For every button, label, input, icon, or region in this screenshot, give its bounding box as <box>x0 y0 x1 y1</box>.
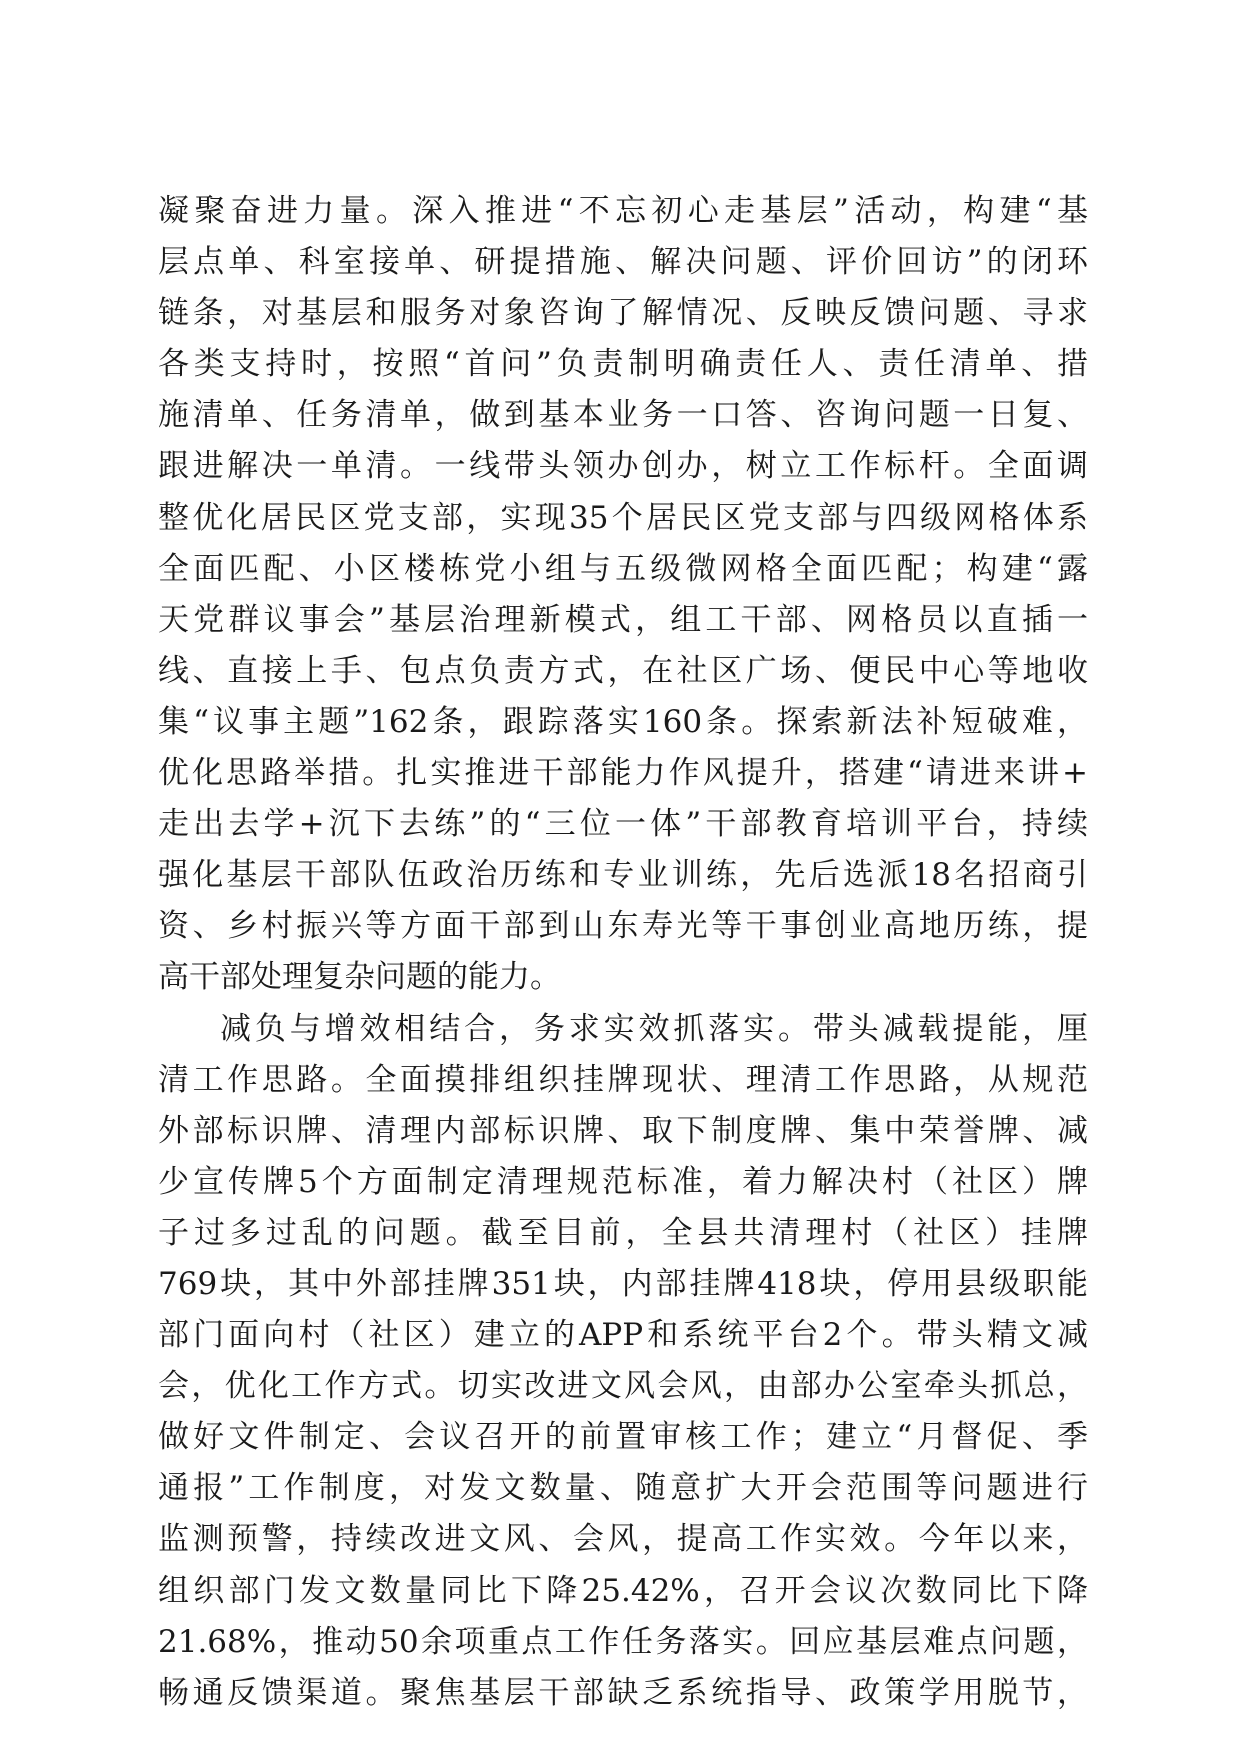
paragraph-end-line: 高干部处理复杂问题的能力。 <box>158 959 561 996</box>
text-line: 部门面向村（社区）建立的APP和系统平台2个。带头精文减 <box>158 1317 1088 1354</box>
text-line: 做好文件制定、会议召开的前置审核工作；建立“月督促、季 <box>158 1419 1088 1456</box>
text-line: 层点单、科室接单、研提措施、解决问题、评价回访”的闭环 <box>158 244 1088 281</box>
text-line: 21.68%，推动50余项重点工作任务落实。回应基层难点问题， <box>158 1623 1088 1660</box>
text-line: 集“议事主题”162条，跟踪落实160条。探索新法补短破难， <box>158 703 1088 740</box>
text-line: 全面匹配、小区楼栋党小组与五级微网格全面匹配；构建“露 <box>158 550 1088 587</box>
text-line: 畅通反馈渠道。聚焦基层干部缺乏系统指导、政策学用脱节， <box>158 1674 1088 1711</box>
text-line: 线、直接上手、包点负责方式，在社区广场、便民中心等地收 <box>158 652 1088 689</box>
text-line: 外部标识牌、清理内部标识牌、取下制度牌、集中荣誉牌、减 <box>158 1112 1088 1149</box>
text-line: 会，优化工作方式。切实改进文风会风，由部办公室牵头抓总， <box>158 1368 1088 1405</box>
text-line: 整优化居民区党支部，实现35个居民区党支部与四级网格体系 <box>158 499 1088 536</box>
text-line: 组织部门发文数量同比下降25.42%，召开会议次数同比下降 <box>158 1572 1088 1609</box>
text-line: 走出去学+沉下去练”的“三位一体”干部教育培训平台，持续 <box>158 806 1088 843</box>
text-line: 子过多过乱的问题。截至目前，全县共清理村（社区）挂牌 <box>158 1214 1088 1251</box>
text-line: 少宣传牌5个方面制定清理规范标准，着力解决村（社区）牌 <box>158 1163 1088 1200</box>
text-line: 769块，其中外部挂牌351块，内部挂牌418块，停用县级职能 <box>158 1265 1088 1302</box>
text-line: 链条，对基层和服务对象咨询了解情况、反映反馈问题、寻求 <box>158 295 1088 332</box>
text-line: 凝聚奋进力量。深入推进“不忘初心走基层”活动，构建“基 <box>158 193 1088 229</box>
text-line: 天党群议事会”基层治理新模式，组工干部、网格员以直插一 <box>158 601 1088 638</box>
text-line: 跟进解决一单清。一线带头领办创办，树立工作标杆。全面调 <box>158 448 1088 485</box>
text-line: 清工作思路。全面摸排组织挂牌现状、理清工作思路，从规范 <box>158 1061 1088 1098</box>
text-line: 通报”工作制度，对发文数量、随意扩大开会范围等问题进行 <box>158 1470 1088 1507</box>
text-line: 各类支持时，按照“首问”负责制明确责任人、责任清单、措 <box>158 346 1088 383</box>
text-line: 资、乡村振兴等方面干部到山东寿光等干事创业高地历练，提 <box>158 908 1088 945</box>
text-line: 强化基层干部队伍政治历练和专业训练，先后选派18名招商引 <box>158 857 1088 894</box>
text-line: 监测预警，持续改进文风、会风，提高工作实效。今年以来， <box>158 1521 1088 1558</box>
body-text <box>158 186 1088 1719</box>
text-line: 优化思路举措。扎实推进干部能力作风提升，搭建“请进来讲+ <box>158 755 1088 792</box>
paragraph-start-line: 减负与增效相结合，务求实效抓落实。带头减载提能，厘 <box>220 1010 1088 1047</box>
text-line: 施清单、任务清单，做到基本业务一口答、咨询问题一日复、 <box>158 397 1088 434</box>
